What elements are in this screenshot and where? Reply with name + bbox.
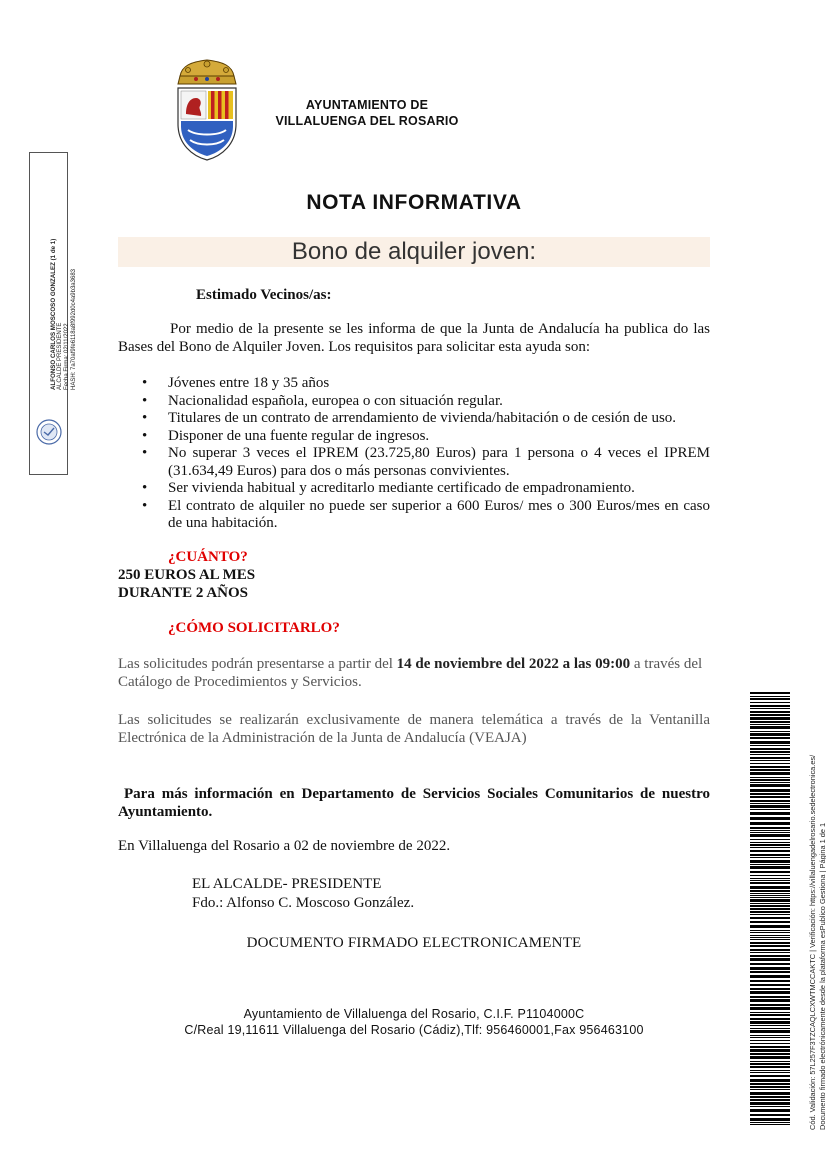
organization-name bbox=[262, 97, 472, 129]
footer-line2: C/Real 19,11611 Villaluenga del Rosario (Cádiz),Tlf: 956460001,Fax 956463100 bbox=[184, 1023, 644, 1037]
list-item: • Nacionalidad española, europea o con situación regular. bbox=[118, 393, 710, 411]
apply-p1-before: Las solicitudes podrán presentarse a partir del bbox=[118, 656, 397, 672]
amount-heading: ¿CUÁNTO? bbox=[168, 549, 248, 565]
organization-name-line1: AYUNTAMIENTO DE bbox=[305, 98, 429, 112]
signature-stamp-text bbox=[50, 220, 78, 390]
apply-paragraph-1 bbox=[118, 656, 710, 691]
document-title: NOTA INFORMATIVA bbox=[306, 191, 522, 214]
verification-text bbox=[808, 700, 826, 1130]
stamp-hash: HASH: 7a70af9fe6118a8f992d0c4a9b3a3683 bbox=[71, 269, 77, 390]
requirements-list bbox=[118, 375, 710, 533]
list-item: • Titulares de un contrato de arrendamiento de vivienda/habitación o de cesión de uso. bbox=[118, 410, 710, 428]
list-item: • Jóvenes entre 18 y 35 años bbox=[118, 375, 710, 393]
date-line: En Villaluenga del Rosario a 02 de noviembre de 2022. bbox=[118, 838, 451, 854]
verification-line1: Cód. Validación: 57L257F3TZCAQLCXWTMCCAKTC | Verificación: https://villaluengadelrosario.sedelectronica.es/ bbox=[808, 754, 817, 1130]
list-item: • El contrato de alquiler no puede ser superior a 600 Euros/ mes o 300 Euros/mes en caso de una habitación. bbox=[118, 498, 710, 533]
document-subtitle: Bono de alquiler joven: bbox=[291, 238, 537, 265]
electronically-signed-note: DOCUMENTO FIRMADO ELECTRONICAMENTE bbox=[246, 935, 582, 951]
list-item: • No superar 3 veces el IPREM (23.725,80 Euros) para 1 persona o 4 veces el IPREM (31.634,49 Euros) para dos o más personas convivientes. bbox=[118, 445, 710, 480]
apply-heading: ¿CÓMO SOLICITARLO? bbox=[168, 620, 340, 636]
apply-start-date: 14 de noviembre del 2022 a las 09:00 bbox=[396, 656, 631, 672]
seal-icon bbox=[35, 418, 63, 446]
stamp-date: Fecha Firma: 02/11/2022 bbox=[64, 323, 70, 390]
footer-line1: Ayuntamiento de Villaluenga del Rosario, C.I.F. P1104000C bbox=[243, 1007, 585, 1021]
organization-name-line2: VILLALUENGA DEL ROSARIO bbox=[275, 114, 459, 128]
apply-p1-after: a través del Catálogo de Procedimientos y Servicios. bbox=[118, 656, 703, 690]
signer-role: EL ALCALDE- PRESIDENTE bbox=[192, 876, 382, 892]
amount-line-2: DURANTE 2 AÑOS bbox=[118, 585, 249, 601]
municipal-crest-logo bbox=[168, 58, 246, 162]
apply-paragraph-2: Las solicitudes se realizarán exclusivamente de manera telemática a través de la Ventanilla Electrónica de la Administración de la Junta de Andalucía (VEAJA) bbox=[118, 712, 710, 746]
list-item: • Disponer de una fuente regular de ingresos. bbox=[118, 428, 710, 446]
page-footer bbox=[118, 1006, 710, 1038]
barcode-image bbox=[750, 692, 790, 1126]
stamp-position: ALCALDE PRESIDENTE bbox=[57, 322, 63, 390]
greeting: Estimado Vecinos/as: bbox=[196, 287, 332, 303]
list-item: • Ser vivienda habitual y acreditarlo mediante certificado de empadronamiento. bbox=[118, 480, 710, 498]
signer-name: Fdo.: Alfonso C. Moscoso González. bbox=[192, 895, 415, 911]
more-info-paragraph: Para más información en Departamento de Servicios Sociales Comunitarios de nuestro Ayuntamiento. bbox=[118, 786, 710, 820]
verification-line2: Documento firmado electrónicamente desde la plataforma esPublico Gestiona | Página 1 de 1 bbox=[817, 822, 826, 1130]
intro-paragraph: Por medio de la presente se les informa de que la Junta de Andalucía ha publica do las Bases del Bono de Alquiler Joven. Los requisitos para solicitar esta ayuda son: bbox=[118, 321, 710, 355]
amount-line-1: 250 EUROS AL MES bbox=[118, 567, 256, 583]
stamp-signer: ALFONSO CARLOS MOSCOSO GONZALEZ (1 de 1) bbox=[50, 238, 57, 390]
